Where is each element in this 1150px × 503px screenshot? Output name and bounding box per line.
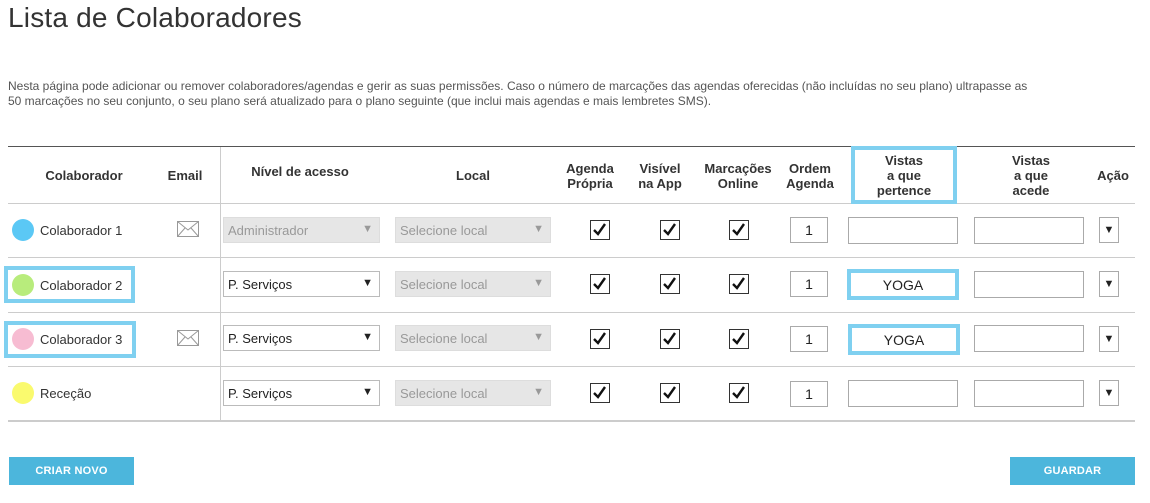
access-level-value: P. Serviços: [228, 276, 293, 292]
vistas-pertence-input[interactable]: YOGA: [848, 324, 960, 355]
header-marcacoes-line2: Online: [717, 176, 759, 191]
intro-text: [8, 79, 1140, 109]
header-visivel-app: [630, 147, 690, 205]
agenda-propria-checkbox[interactable]: [590, 220, 610, 240]
checkmark-icon: [592, 385, 607, 400]
local-select[interactable]: [395, 325, 551, 351]
local-select[interactable]: [395, 380, 551, 406]
vistas-pertence-input[interactable]: YOGA: [847, 269, 959, 300]
action-dropdown-button[interactable]: ▼: [1099, 326, 1119, 352]
intro-line-2: 50 marcações no seu conjunto, o seu plano será atualizado para o plano seguinte (que inclui mais agendas e mais lembretes SMS).: [8, 94, 712, 108]
header-acao: Ação: [1097, 167, 1129, 183]
criar-novo-button[interactable]: CRIAR NOVO: [9, 457, 134, 485]
visivel-app-checkbox[interactable]: [660, 220, 680, 240]
table-row-colaborador-3: [12, 327, 122, 351]
table-row-colaborador-1: [12, 218, 122, 242]
chevron-down-icon: ▼: [362, 331, 373, 343]
vistas-acede-input[interactable]: [974, 217, 1084, 244]
collaborator-color-dot: [12, 274, 34, 296]
header-visivel-line1: Visível: [639, 161, 681, 176]
checkmark-icon: [731, 331, 746, 346]
header-marcacoes-online: [698, 147, 778, 205]
guardar-button[interactable]: GUARDAR: [1010, 457, 1135, 485]
checkmark-icon: [592, 222, 607, 237]
header-email: Email: [167, 167, 203, 183]
access-level-select[interactable]: [223, 271, 380, 297]
agenda-propria-checkbox[interactable]: [590, 274, 610, 294]
header-agenda-propria-line2: Própria: [567, 176, 613, 191]
row-divider: [8, 257, 1135, 258]
vistas-pertence-input[interactable]: [848, 217, 958, 244]
chevron-down-icon: ▼: [533, 277, 544, 289]
local-select[interactable]: [395, 217, 551, 243]
header-vistas-acede-line3: acede: [1012, 182, 1050, 198]
page-title: Lista de Colaboradores: [8, 2, 302, 33]
ordem-agenda-input[interactable]: 1: [790, 326, 828, 352]
vistas-acede-input[interactable]: [974, 271, 1084, 298]
access-level-select[interactable]: [223, 380, 380, 406]
header-local: Local: [456, 167, 490, 183]
local-value: Selecione local: [400, 222, 488, 238]
vistas-acede-input[interactable]: [974, 325, 1084, 352]
header-ordem-line2: Agenda: [786, 176, 834, 191]
intro-line-1: Nesta página pode adicionar ou remover colaboradores/agendas e gerir as suas permissões. Caso o número de marcações das agendas oferecidas (não incluídas no seu plano) ultrapasse as: [8, 79, 1028, 93]
header-ordem-agenda: [780, 147, 840, 205]
agenda-propria-checkbox[interactable]: [590, 383, 610, 403]
table-row-colaborador-2: [12, 273, 122, 297]
header-vistas-acede-line1: Vistas: [1011, 152, 1051, 168]
checkmark-icon: [662, 276, 677, 291]
header-vistas-acede-line2: a que: [1014, 167, 1048, 183]
access-level-value: Administrador: [228, 222, 309, 238]
checkmark-icon: [592, 276, 607, 291]
marcacoes-online-checkbox[interactable]: [729, 329, 749, 349]
access-level-select[interactable]: [223, 217, 380, 243]
collaborator-name[interactable]: Receção: [40, 385, 92, 401]
vistas-acede-input[interactable]: [974, 380, 1084, 407]
header-ordem-line1: Ordem: [789, 161, 831, 176]
row-divider: [8, 312, 1135, 313]
chevron-down-icon: ▼: [533, 386, 544, 398]
header-agenda-propria-line1: Agenda: [566, 161, 614, 176]
collaborator-color-dot: [12, 382, 34, 404]
envelope-icon[interactable]: [177, 221, 199, 237]
checkmark-icon: [731, 385, 746, 400]
action-dropdown-button[interactable]: ▼: [1099, 380, 1119, 406]
checkmark-icon: [662, 222, 677, 237]
chevron-down-icon: ▼: [533, 331, 544, 343]
local-value: Selecione local: [400, 330, 488, 346]
header-vistas-pertence-line3: pertence: [876, 182, 932, 198]
collaborator-color-dot: [12, 328, 34, 350]
access-level-select[interactable]: [223, 325, 380, 351]
vistas-pertence-input[interactable]: [848, 380, 958, 407]
visivel-app-checkbox[interactable]: [660, 329, 680, 349]
visivel-app-checkbox[interactable]: [660, 274, 680, 294]
table-bottom-border: [8, 420, 1135, 422]
header-vistas-acede: [982, 147, 1080, 203]
chevron-down-icon: ▼: [362, 223, 373, 235]
marcacoes-online-checkbox[interactable]: [729, 220, 749, 240]
header-marcacoes-line1: Marcações: [704, 161, 772, 176]
agenda-propria-checkbox[interactable]: [590, 329, 610, 349]
header-vistas-pertence-line2: a que: [887, 167, 921, 183]
header-nivel-acesso: Nível de acesso: [251, 163, 349, 179]
checkmark-icon: [662, 385, 677, 400]
checkmark-icon: [592, 331, 607, 346]
checkmark-icon: [731, 276, 746, 291]
row-divider: [8, 366, 1135, 367]
ordem-agenda-input[interactable]: 1: [790, 381, 828, 407]
action-dropdown-button[interactable]: ▼: [1099, 217, 1119, 243]
chevron-down-icon: ▼: [362, 277, 373, 289]
marcacoes-online-checkbox[interactable]: [729, 383, 749, 403]
visivel-app-checkbox[interactable]: [660, 383, 680, 403]
envelope-icon[interactable]: [177, 330, 199, 346]
access-level-value: P. Serviços: [228, 385, 293, 401]
access-level-value: P. Serviços: [228, 330, 293, 346]
collaborator-name[interactable]: Colaborador 2: [40, 277, 123, 293]
collaborators-table: [8, 146, 1135, 421]
local-select[interactable]: [395, 271, 551, 297]
header-colaborador: Colaborador: [45, 167, 123, 183]
checkmark-icon: [662, 331, 677, 346]
ordem-agenda-input[interactable]: 1: [790, 217, 828, 243]
local-value: Selecione local: [400, 276, 488, 292]
collaborator-name[interactable]: Colaborador 1: [40, 222, 123, 238]
column-divider: [220, 147, 221, 421]
local-value: Selecione local: [400, 385, 488, 401]
table-row-rececao: [12, 381, 91, 405]
collaborator-color-dot: [12, 219, 34, 241]
action-dropdown-button[interactable]: ▼: [1099, 271, 1119, 297]
header-vistas-pertence: [855, 147, 953, 203]
ordem-agenda-input[interactable]: 1: [790, 271, 828, 297]
chevron-down-icon: ▼: [533, 223, 544, 235]
chevron-down-icon: ▼: [362, 386, 373, 398]
header-vistas-pertence-line1: Vistas: [884, 152, 924, 168]
collaborator-name[interactable]: Colaborador 3: [40, 331, 123, 347]
header-visivel-line2: na App: [638, 176, 682, 191]
checkmark-icon: [731, 222, 746, 237]
header-agenda-propria: [560, 147, 620, 205]
marcacoes-online-checkbox[interactable]: [729, 274, 749, 294]
